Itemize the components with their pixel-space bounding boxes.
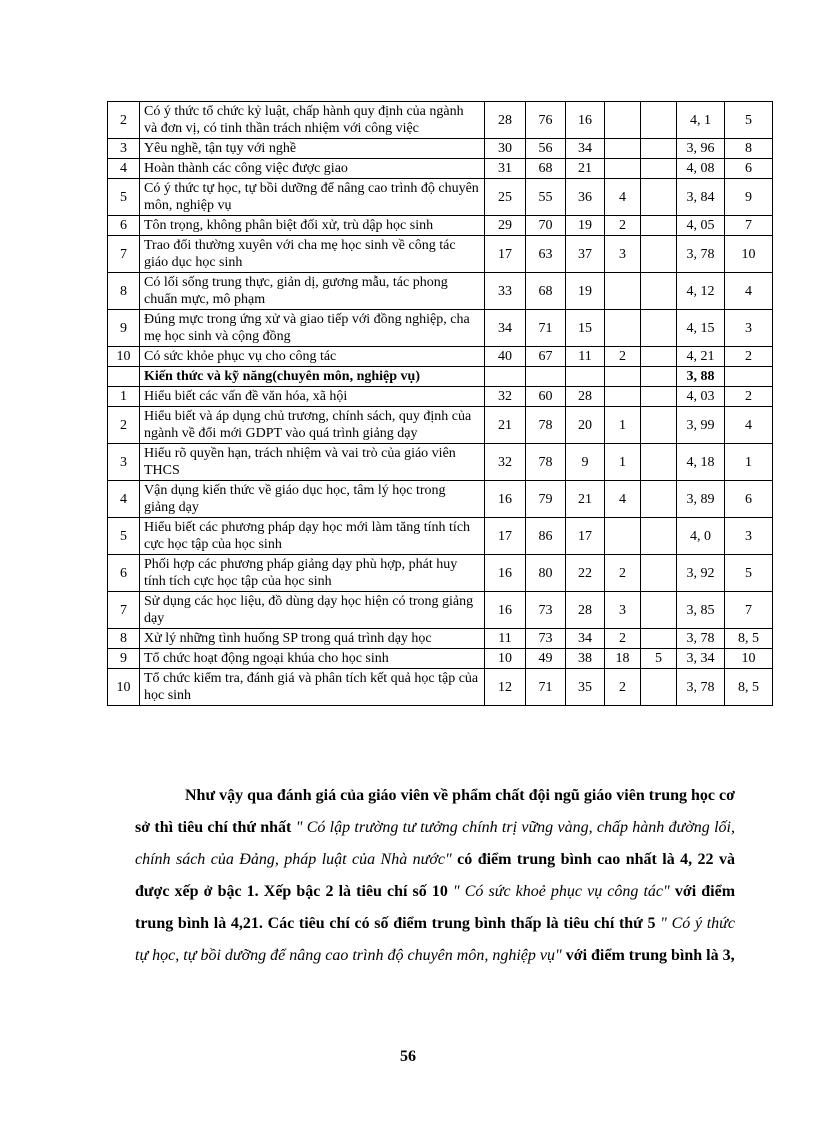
- count-level-1: [641, 310, 677, 347]
- criterion-text: Tôn trọng, không phân biệt đối xử, trù dập học sinh: [140, 216, 485, 236]
- count-level-5: 10: [485, 649, 526, 669]
- average-score: 3, 85: [677, 592, 725, 629]
- table-row: [108, 555, 773, 592]
- count-level-3: 34: [566, 139, 605, 159]
- count-level-4: 80: [526, 555, 566, 592]
- count-level-1: [641, 444, 677, 481]
- table-row: [108, 179, 773, 216]
- page-number: 56: [400, 1048, 416, 1065]
- row-number: 10: [108, 669, 140, 706]
- quote-criterion-5: " Có ý thức tự học, tự bồi dưỡng để nâng cao trình độ chuyên môn, nghiệp vụ": [135, 915, 736, 964]
- count-level-2: 2: [605, 347, 641, 367]
- count-level-3: 16: [566, 102, 605, 139]
- evaluation-table: [107, 101, 773, 706]
- criterion-text: Có ý thức tự học, tự bồi dưỡng để nâng cao trình độ chuyên môn, nghiệp vụ: [140, 179, 485, 216]
- count-level-5: 40: [485, 347, 526, 367]
- average-score: 4, 1: [677, 102, 725, 139]
- table-row: [108, 629, 773, 649]
- rank: 3: [725, 310, 773, 347]
- count-level-5: 31: [485, 159, 526, 179]
- count-level-1: [641, 387, 677, 407]
- rank: 6: [725, 481, 773, 518]
- rank: 4: [725, 407, 773, 444]
- count-level-1: [641, 139, 677, 159]
- count-level-2: [605, 310, 641, 347]
- count-level-3: 38: [566, 649, 605, 669]
- row-number: 4: [108, 159, 140, 179]
- count-level-5: 16: [485, 592, 526, 629]
- count-level-5: 16: [485, 555, 526, 592]
- count-level-3: 17: [566, 518, 605, 555]
- average-score: 3, 99: [677, 407, 725, 444]
- table-row: [108, 216, 773, 236]
- average-score: 4, 21: [677, 347, 725, 367]
- body-paragraph: [135, 780, 735, 972]
- criterion-text: Hiểu biết các phương pháp dạy học mới làm tăng tính tích cực học tập của học sinh: [140, 518, 485, 555]
- table-row: [108, 518, 773, 555]
- count-level-3: [566, 367, 605, 387]
- count-level-3: 9: [566, 444, 605, 481]
- paragraph-text-3: với điểm trung bình là 4,21. Các tiêu chí có số điểm trung bình thấp là tiêu chí thứ 5: [135, 883, 736, 932]
- count-level-1: [641, 629, 677, 649]
- count-level-1: [641, 102, 677, 139]
- rank: 4: [725, 273, 773, 310]
- average-score: 3, 84: [677, 179, 725, 216]
- criterion-text: Kiến thức và kỹ năng(chuyên môn, nghiệp vụ): [140, 367, 485, 387]
- criterion-text: Đúng mực trong ứng xử và giao tiếp với đồng nghiệp, cha mẹ học sinh và cộng đồng: [140, 310, 485, 347]
- count-level-2: [605, 102, 641, 139]
- count-level-1: [641, 179, 677, 216]
- rank: 10: [725, 236, 773, 273]
- criterion-text: Hoàn thành các công việc được giao: [140, 159, 485, 179]
- count-level-5: 32: [485, 444, 526, 481]
- rank: 5: [725, 555, 773, 592]
- count-level-5: 17: [485, 236, 526, 273]
- count-level-3: 22: [566, 555, 605, 592]
- count-level-3: 11: [566, 347, 605, 367]
- table-row: [108, 649, 773, 669]
- paragraph-text-4: với điểm trung bình là 3,: [561, 947, 735, 964]
- table-row: [108, 444, 773, 481]
- criterion-text: Hiểu biết các vấn đề văn hóa, xã hội: [140, 387, 485, 407]
- count-level-3: 28: [566, 592, 605, 629]
- table-row: [108, 236, 773, 273]
- count-level-2: 2: [605, 629, 641, 649]
- row-number: 2: [108, 102, 140, 139]
- count-level-2: 18: [605, 649, 641, 669]
- count-level-1: [641, 347, 677, 367]
- row-number: 10: [108, 347, 140, 367]
- count-level-2: 2: [605, 669, 641, 706]
- rank: 8, 5: [725, 669, 773, 706]
- table-row: [108, 407, 773, 444]
- count-level-5: 25: [485, 179, 526, 216]
- count-level-2: 3: [605, 592, 641, 629]
- count-level-1: [641, 481, 677, 518]
- count-level-2: 4: [605, 481, 641, 518]
- count-level-4: 73: [526, 629, 566, 649]
- count-level-2: 2: [605, 216, 641, 236]
- table-row: [108, 159, 773, 179]
- table-row: [108, 347, 773, 367]
- row-number: 9: [108, 310, 140, 347]
- count-level-4: 55: [526, 179, 566, 216]
- rank: 8: [725, 139, 773, 159]
- average-score: 3, 92: [677, 555, 725, 592]
- count-level-1: [641, 367, 677, 387]
- average-score: 3, 78: [677, 669, 725, 706]
- count-level-1: [641, 407, 677, 444]
- row-number: 8: [108, 629, 140, 649]
- rank: 9: [725, 179, 773, 216]
- table-row: [108, 139, 773, 159]
- count-level-4: [526, 367, 566, 387]
- row-number: 2: [108, 407, 140, 444]
- table-row: [108, 310, 773, 347]
- row-number: 7: [108, 236, 140, 273]
- rank: 6: [725, 159, 773, 179]
- criterion-text: Hiểu rõ quyền hạn, trách nhiệm và vai trò của giáo viên THCS: [140, 444, 485, 481]
- count-level-2: [605, 367, 641, 387]
- count-level-5: 29: [485, 216, 526, 236]
- count-level-3: 36: [566, 179, 605, 216]
- rank: 2: [725, 387, 773, 407]
- count-level-1: [641, 518, 677, 555]
- count-level-5: 33: [485, 273, 526, 310]
- count-level-5: 32: [485, 387, 526, 407]
- row-number: 5: [108, 518, 140, 555]
- count-level-4: 76: [526, 102, 566, 139]
- average-score: 3, 78: [677, 236, 725, 273]
- paragraph-text-2: có điểm trung bình cao nhất là 4, 22 và được xếp ở bậc 1. Xếp bậc 2 là tiêu chí số 10: [135, 851, 735, 900]
- criterion-text: Sử dụng các học liệu, đồ dùng dạy học hiện có trong giảng dạy: [140, 592, 485, 629]
- count-level-1: [641, 159, 677, 179]
- row-number: 6: [108, 216, 140, 236]
- average-score: 4, 05: [677, 216, 725, 236]
- row-number: 1: [108, 387, 140, 407]
- criterion-text: Có sức khỏe phục vụ cho công tác: [140, 347, 485, 367]
- count-level-3: 21: [566, 159, 605, 179]
- table-row: [108, 387, 773, 407]
- count-level-2: 2: [605, 555, 641, 592]
- count-level-2: 1: [605, 444, 641, 481]
- rank: 10: [725, 649, 773, 669]
- rank: 2: [725, 347, 773, 367]
- count-level-2: [605, 273, 641, 310]
- count-level-5: 34: [485, 310, 526, 347]
- rank: 8, 5: [725, 629, 773, 649]
- count-level-3: 21: [566, 481, 605, 518]
- count-level-3: 19: [566, 273, 605, 310]
- count-level-5: 12: [485, 669, 526, 706]
- count-level-3: 35: [566, 669, 605, 706]
- table-row: [108, 102, 773, 139]
- average-score: 4, 0: [677, 518, 725, 555]
- count-level-5: 16: [485, 481, 526, 518]
- count-level-1: [641, 236, 677, 273]
- average-score: 3, 96: [677, 139, 725, 159]
- paragraph-text-1: Như vậy qua đánh giá của giáo viên về phẩm chất đội ngũ giáo viên trung học cơ sở thì tiêu chí thứ nhất: [135, 787, 735, 836]
- count-level-2: 3: [605, 236, 641, 273]
- count-level-4: 78: [526, 407, 566, 444]
- count-level-4: 71: [526, 310, 566, 347]
- row-number: 3: [108, 139, 140, 159]
- count-level-4: 68: [526, 159, 566, 179]
- table-body: [108, 102, 773, 706]
- average-score: 3, 34: [677, 649, 725, 669]
- count-level-1: [641, 669, 677, 706]
- average-score: 3, 88: [677, 367, 725, 387]
- rank: [725, 367, 773, 387]
- row-number: 4: [108, 481, 140, 518]
- count-level-1: 5: [641, 649, 677, 669]
- criterion-text: Tổ chức hoạt động ngoại khúa cho học sinh: [140, 649, 485, 669]
- rank: 5: [725, 102, 773, 139]
- count-level-2: [605, 139, 641, 159]
- row-number: 6: [108, 555, 140, 592]
- row-number: 9: [108, 649, 140, 669]
- count-level-5: 21: [485, 407, 526, 444]
- table-row: [108, 592, 773, 629]
- count-level-4: 63: [526, 236, 566, 273]
- count-level-5: [485, 367, 526, 387]
- rank: 3: [725, 518, 773, 555]
- count-level-4: 70: [526, 216, 566, 236]
- table-row: [108, 669, 773, 706]
- average-score: 4, 12: [677, 273, 725, 310]
- count-level-4: 60: [526, 387, 566, 407]
- criterion-text: Xử lý những tình huống SP trong quá trình dạy học: [140, 629, 485, 649]
- count-level-2: [605, 159, 641, 179]
- count-level-4: 56: [526, 139, 566, 159]
- row-number: 7: [108, 592, 140, 629]
- count-level-4: 71: [526, 669, 566, 706]
- count-level-5: 28: [485, 102, 526, 139]
- count-level-4: 86: [526, 518, 566, 555]
- quote-criterion-1: " Có lập trường tư tưởng chính trị vững vàng, chấp hành đường lối, chính sách của Đảng, pháp luật của Nhà nước": [135, 819, 735, 868]
- criterion-text: Tổ chức kiểm tra, đánh giá và phân tích kết quả học tập của học sinh: [140, 669, 485, 706]
- quote-criterion-10: " Có sức khoẻ phục vụ công tác": [452, 883, 670, 900]
- criterion-text: Có ý thức tổ chức kỷ luật, chấp hành quy định của ngành và đơn vị, có tinh thần trách nhiệm với công việc: [140, 102, 485, 139]
- criterion-text: Có lối sống trung thực, giản dị, gương mẫu, tác phong chuẩn mực, mô phạm: [140, 273, 485, 310]
- count-level-1: [641, 555, 677, 592]
- count-level-3: 37: [566, 236, 605, 273]
- count-level-4: 78: [526, 444, 566, 481]
- count-level-3: 15: [566, 310, 605, 347]
- count-level-2: 1: [605, 407, 641, 444]
- table-row: [108, 273, 773, 310]
- row-number: 3: [108, 444, 140, 481]
- average-score: 4, 08: [677, 159, 725, 179]
- average-score: 4, 15: [677, 310, 725, 347]
- count-level-1: [641, 273, 677, 310]
- criterion-text: Trao đổi thường xuyên với cha mẹ học sinh về công tác giáo dục học sinh: [140, 236, 485, 273]
- count-level-1: [641, 592, 677, 629]
- count-level-5: 11: [485, 629, 526, 649]
- count-level-4: 49: [526, 649, 566, 669]
- count-level-3: 34: [566, 629, 605, 649]
- criterion-text: Hiểu biết và áp dụng chủ trương, chính sách, quy định của ngành về đổi mới GDPT vào quá trình giảng dạy: [140, 407, 485, 444]
- count-level-5: 17: [485, 518, 526, 555]
- criterion-text: Yêu nghề, tận tụy với nghề: [140, 139, 485, 159]
- row-number: [108, 367, 140, 387]
- count-level-2: [605, 518, 641, 555]
- criterion-text: Vận dụng kiến thức về giáo dục học, tâm lý học trong giảng dạy: [140, 481, 485, 518]
- count-level-4: 73: [526, 592, 566, 629]
- count-level-1: [641, 216, 677, 236]
- rank: 7: [725, 592, 773, 629]
- count-level-2: [605, 387, 641, 407]
- rank: 1: [725, 444, 773, 481]
- count-level-4: 67: [526, 347, 566, 367]
- count-level-2: 4: [605, 179, 641, 216]
- count-level-5: 30: [485, 139, 526, 159]
- count-level-3: 19: [566, 216, 605, 236]
- criterion-text: Phối hợp các phương pháp giảng dạy phù hợp, phát huy tính tích cực học tập của học sinh: [140, 555, 485, 592]
- count-level-3: 28: [566, 387, 605, 407]
- average-score: 4, 03: [677, 387, 725, 407]
- average-score: 4, 18: [677, 444, 725, 481]
- count-level-4: 79: [526, 481, 566, 518]
- row-number: 8: [108, 273, 140, 310]
- count-level-3: 20: [566, 407, 605, 444]
- average-score: 3, 78: [677, 629, 725, 649]
- row-number: 5: [108, 179, 140, 216]
- section-header-row: [108, 367, 773, 387]
- count-level-4: 68: [526, 273, 566, 310]
- average-score: 3, 89: [677, 481, 725, 518]
- rank: 7: [725, 216, 773, 236]
- table-row: [108, 481, 773, 518]
